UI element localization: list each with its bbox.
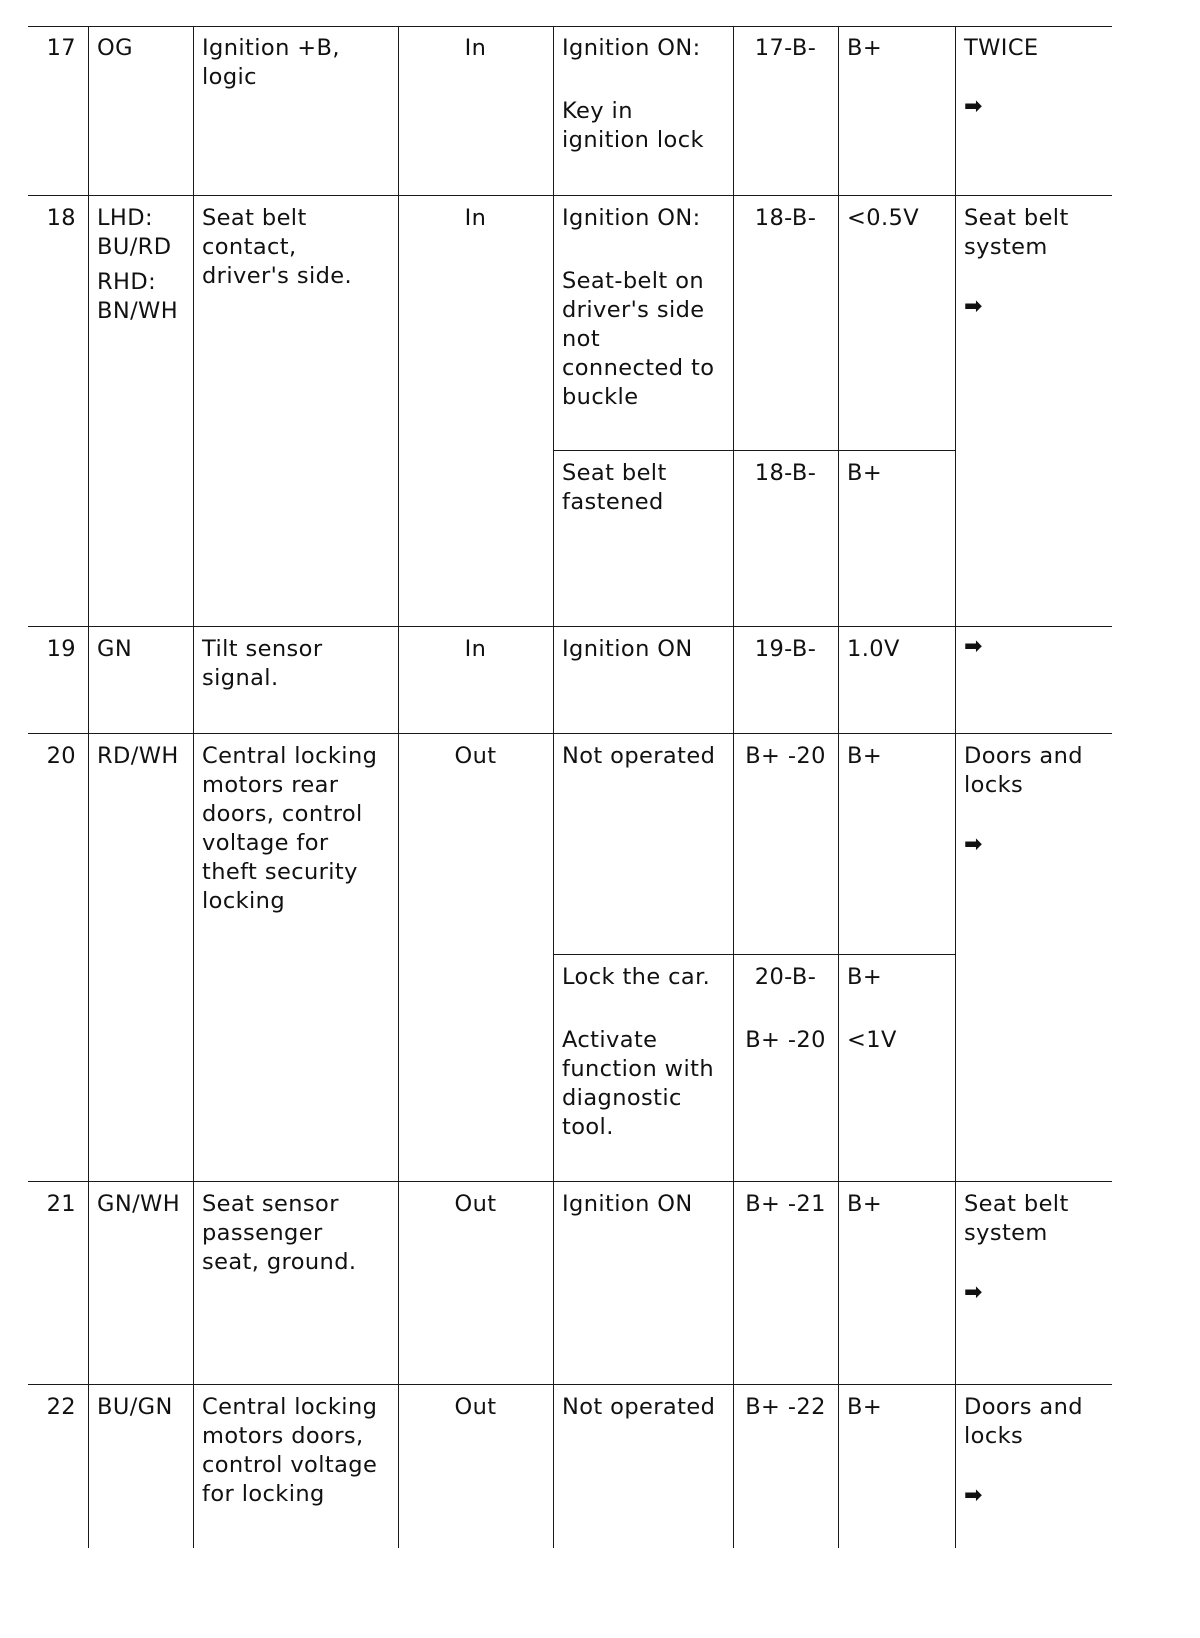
test-condition: Ignition ON (562, 636, 693, 662)
pin-function: Seat belt contact, driver's side. (202, 205, 353, 289)
pin-function: Central locking motors rear doors, control voltage for theft security locking (202, 743, 378, 914)
measure-point: 18-B- (754, 460, 817, 486)
pin-function: Tilt sensor signal. (202, 636, 323, 691)
test-condition: Not operated (562, 1394, 716, 1420)
row-separator (28, 1384, 1112, 1385)
test-condition: Ignition ON: (562, 205, 701, 231)
pin-number: 18 (46, 205, 76, 231)
measure-point: 19-B- (754, 636, 817, 662)
row-separator (28, 26, 1112, 27)
nominal-value: B+ (847, 460, 883, 486)
test-condition: Seat-belt on driver's side not connected to buckle (562, 268, 715, 410)
measure-point: B+ -20 (745, 743, 826, 769)
nominal-value: B+ (847, 743, 883, 769)
signal-direction: Out (454, 1191, 497, 1217)
column-separator (838, 26, 839, 1548)
arrow-right-icon[interactable]: ➡ (964, 294, 983, 319)
pin-function: Ignition +B, logic (202, 35, 340, 90)
test-condition: Not operated (562, 743, 716, 769)
pin-number: 17 (46, 35, 76, 61)
pin-number: 20 (46, 743, 76, 769)
pin-number: 22 (46, 1394, 76, 1420)
column-separator (553, 26, 554, 1548)
measure-point: B+ -22 (745, 1394, 826, 1420)
measure-point: 17-B- (754, 35, 817, 61)
pin-number: 19 (46, 636, 76, 662)
nominal-value: B+ (847, 964, 883, 990)
reference-text: TWICE (964, 35, 1039, 61)
column-separator (733, 26, 734, 1548)
arrow-right-icon[interactable]: ➡ (964, 1483, 983, 1508)
measure-point: B+ -20 (745, 1027, 826, 1053)
reference-text: Doors and locks (964, 1394, 1083, 1449)
signal-direction: In (464, 35, 487, 61)
wire-color: LHD: BU/RD RHD: BN/WH (97, 205, 179, 324)
row-separator (28, 733, 1112, 734)
arrow-right-icon[interactable]: ➡ (964, 94, 983, 119)
test-condition: Seat belt fastened (562, 460, 667, 515)
column-separator (88, 26, 89, 1548)
wire-color: GN/WH (97, 1191, 181, 1217)
wire-color: GN (97, 636, 133, 662)
arrow-right-icon[interactable]: ➡ (964, 634, 983, 659)
column-separator (955, 26, 956, 1548)
pin-function: Central locking motors doors, control voltage for locking (202, 1394, 378, 1507)
nominal-value: 1.0V (847, 636, 900, 662)
test-condition: Activate function with diagnostic tool. (562, 1027, 714, 1140)
test-condition: Ignition ON: (562, 35, 701, 61)
pin-function: Seat sensor passenger seat, ground. (202, 1191, 357, 1275)
signal-direction: Out (454, 1394, 497, 1420)
cell-separator (553, 954, 955, 955)
test-condition: Lock the car. (562, 964, 711, 990)
wire-color: RD/WH (97, 743, 179, 769)
reference-text: Seat belt system (964, 1191, 1069, 1246)
cell-separator (553, 450, 955, 451)
signal-direction: In (464, 636, 487, 662)
measure-point: B+ -21 (745, 1191, 826, 1217)
test-condition: Ignition ON (562, 1191, 693, 1217)
test-condition: Key in ignition lock (562, 98, 704, 153)
column-separator (193, 26, 194, 1548)
arrow-right-icon[interactable]: ➡ (964, 1280, 983, 1305)
signal-direction: In (464, 205, 487, 231)
row-separator (28, 626, 1112, 627)
nominal-value: B+ (847, 35, 883, 61)
nominal-value: B+ (847, 1394, 883, 1420)
nominal-value: <1V (847, 1027, 897, 1053)
pin-number: 21 (46, 1191, 76, 1217)
signal-direction: Out (454, 743, 497, 769)
row-separator (28, 195, 1112, 196)
wire-color: BU/GN (97, 1394, 173, 1420)
measure-point: 18-B- (754, 205, 817, 231)
reference-text: Doors and locks (964, 743, 1083, 798)
reference-text: Seat belt system (964, 205, 1069, 260)
arrow-right-icon[interactable]: ➡ (964, 832, 983, 857)
column-separator (398, 26, 399, 1548)
nominal-value: <0.5V (847, 205, 920, 231)
nominal-value: B+ (847, 1191, 883, 1217)
row-separator (28, 1181, 1112, 1182)
measure-point: 20-B- (754, 964, 817, 990)
wire-color: OG (97, 35, 133, 61)
